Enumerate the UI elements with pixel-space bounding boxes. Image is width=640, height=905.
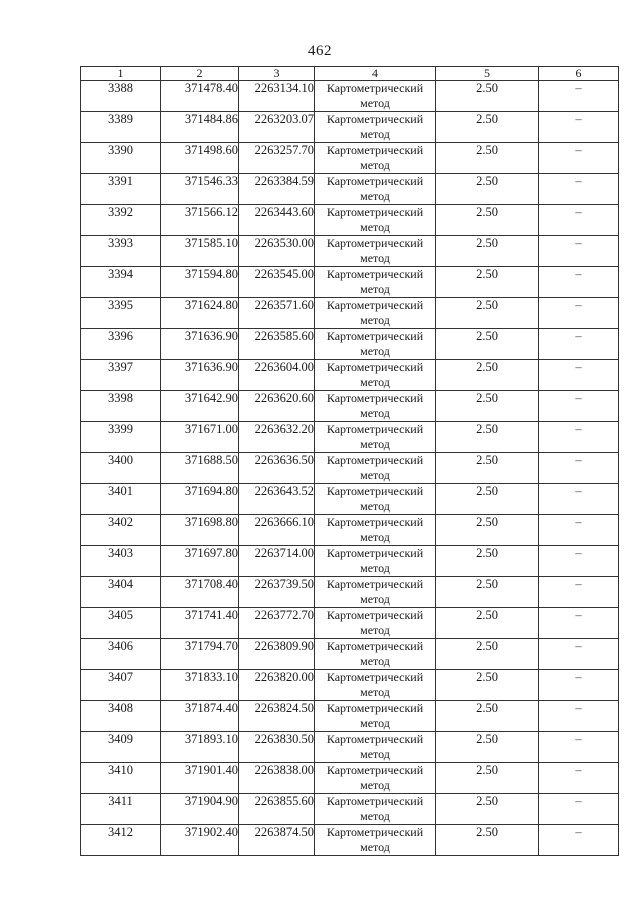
point-number-cell: 3390: [81, 143, 161, 174]
x-coordinate-cell: 371566.12: [161, 205, 239, 236]
method-cell: [315, 639, 436, 670]
y-coordinate-cell: 2263855.60: [239, 794, 315, 825]
method-cell: [315, 112, 436, 143]
method-label-line2: метод: [360, 530, 390, 544]
precision-cell: 2.50: [436, 360, 539, 391]
method-label-line2: метод: [360, 654, 390, 668]
precision-cell: 2.50: [436, 732, 539, 763]
table-row: [81, 608, 619, 639]
method-label-line1: Картометрический: [326, 422, 424, 436]
x-coordinate-cell: 371484.86: [161, 112, 239, 143]
table-body: [81, 81, 619, 856]
note-cell: –: [539, 81, 619, 112]
table-row: [81, 577, 619, 608]
method-label-line2: метод: [360, 344, 390, 358]
precision-cell: 2.50: [436, 329, 539, 360]
method-label-line1: Картометрический: [326, 608, 424, 622]
method-label-line1: Картометрический: [326, 794, 424, 808]
table-row: [81, 112, 619, 143]
method-label-line1: Картометрический: [326, 577, 424, 591]
method-cell: [315, 732, 436, 763]
x-coordinate-cell: 371697.80: [161, 546, 239, 577]
method-cell: [315, 577, 436, 608]
column-header-4: 4: [315, 67, 436, 81]
y-coordinate-cell: 2263571.60: [239, 298, 315, 329]
precision-cell: 2.50: [436, 484, 539, 515]
precision-cell: 2.50: [436, 794, 539, 825]
point-number-cell: 3401: [81, 484, 161, 515]
method-label-line1: Картометрический: [326, 484, 424, 498]
method-label-line1: Картометрический: [326, 174, 424, 188]
method-cell: [315, 143, 436, 174]
point-number-cell: 3389: [81, 112, 161, 143]
y-coordinate-cell: 2263632.20: [239, 422, 315, 453]
point-number-cell: 3412: [81, 825, 161, 856]
note-cell: –: [539, 639, 619, 670]
y-coordinate-cell: 2263809.90: [239, 639, 315, 670]
method-label-line1: Картометрический: [326, 329, 424, 343]
method-label-line2: метод: [360, 561, 390, 575]
precision-cell: 2.50: [436, 391, 539, 422]
point-number-cell: 3393: [81, 236, 161, 267]
point-number-cell: 3404: [81, 577, 161, 608]
method-cell: [315, 670, 436, 701]
x-coordinate-cell: 371642.90: [161, 391, 239, 422]
method-label-line2: метод: [360, 127, 390, 141]
y-coordinate-cell: 2263739.50: [239, 577, 315, 608]
note-cell: –: [539, 670, 619, 701]
precision-cell: 2.50: [436, 298, 539, 329]
method-label-line2: метод: [360, 313, 390, 327]
x-coordinate-cell: 371594.80: [161, 267, 239, 298]
method-label-line2: метод: [360, 251, 390, 265]
column-header-3: 3: [239, 67, 315, 81]
precision-cell: 2.50: [436, 453, 539, 484]
method-label-line1: Картометрический: [326, 546, 424, 560]
y-coordinate-cell: 2263203.07: [239, 112, 315, 143]
page-number: 462: [308, 43, 332, 59]
method-cell: [315, 236, 436, 267]
method-label-line2: метод: [360, 468, 390, 482]
y-coordinate-cell: 2263604.00: [239, 360, 315, 391]
x-coordinate-cell: 371636.90: [161, 360, 239, 391]
point-number-cell: 3392: [81, 205, 161, 236]
y-coordinate-cell: 2263643.52: [239, 484, 315, 515]
method-label-line2: метод: [360, 809, 390, 823]
table-row: [81, 267, 619, 298]
method-cell: [315, 763, 436, 794]
method-cell: [315, 825, 436, 856]
precision-cell: 2.50: [436, 81, 539, 112]
note-cell: –: [539, 453, 619, 484]
note-cell: –: [539, 794, 619, 825]
point-number-cell: 3405: [81, 608, 161, 639]
precision-cell: 2.50: [436, 143, 539, 174]
note-cell: –: [539, 360, 619, 391]
note-cell: –: [539, 732, 619, 763]
note-cell: –: [539, 298, 619, 329]
table-header-row: [81, 67, 619, 81]
y-coordinate-cell: 2263545.00: [239, 267, 315, 298]
method-label-line2: метод: [360, 282, 390, 296]
y-coordinate-cell: 2263620.60: [239, 391, 315, 422]
precision-cell: 2.50: [436, 236, 539, 267]
column-header-5: 5: [436, 67, 539, 81]
method-label-line2: метод: [360, 406, 390, 420]
point-number-cell: 3400: [81, 453, 161, 484]
column-header-6: 6: [539, 67, 619, 81]
note-cell: –: [539, 546, 619, 577]
y-coordinate-cell: 2263530.00: [239, 236, 315, 267]
table-row: [81, 329, 619, 360]
table-row: [81, 639, 619, 670]
x-coordinate-cell: 371478.40: [161, 81, 239, 112]
x-coordinate-cell: 371688.50: [161, 453, 239, 484]
y-coordinate-cell: 2263636.50: [239, 453, 315, 484]
method-label-line1: Картометрический: [326, 112, 424, 126]
method-cell: [315, 391, 436, 422]
precision-cell: 2.50: [436, 701, 539, 732]
note-cell: –: [539, 329, 619, 360]
point-number-cell: 3409: [81, 732, 161, 763]
note-cell: –: [539, 422, 619, 453]
method-label-line1: Картометрический: [326, 236, 424, 250]
x-coordinate-cell: 371741.40: [161, 608, 239, 639]
y-coordinate-cell: 2263257.70: [239, 143, 315, 174]
method-label-line2: метод: [360, 747, 390, 761]
method-cell: [315, 360, 436, 391]
table-row: [81, 670, 619, 701]
table-row: [81, 391, 619, 422]
point-number-cell: 3402: [81, 515, 161, 546]
x-coordinate-cell: 371893.10: [161, 732, 239, 763]
precision-cell: 2.50: [436, 546, 539, 577]
table-row: [81, 205, 619, 236]
table-row: [81, 360, 619, 391]
note-cell: –: [539, 236, 619, 267]
coordinates-table: [80, 66, 619, 856]
table-row: [81, 174, 619, 205]
point-number-cell: 3397: [81, 360, 161, 391]
method-label-line2: метод: [360, 840, 390, 854]
method-cell: [315, 794, 436, 825]
x-coordinate-cell: 371671.00: [161, 422, 239, 453]
precision-cell: 2.50: [436, 639, 539, 670]
x-coordinate-cell: 371585.10: [161, 236, 239, 267]
method-cell: [315, 298, 436, 329]
method-label-line1: Картометрический: [326, 453, 424, 467]
point-number-cell: 3411: [81, 794, 161, 825]
column-header-2: 2: [161, 67, 239, 81]
method-label-line1: Картометрический: [326, 81, 424, 95]
point-number-cell: 3396: [81, 329, 161, 360]
method-label-line2: метод: [360, 716, 390, 730]
method-label-line1: Картометрический: [326, 391, 424, 405]
precision-cell: 2.50: [436, 577, 539, 608]
table-row: [81, 236, 619, 267]
precision-cell: 2.50: [436, 670, 539, 701]
y-coordinate-cell: 2263443.60: [239, 205, 315, 236]
method-label-line2: метод: [360, 778, 390, 792]
point-number-cell: 3408: [81, 701, 161, 732]
point-number-cell: 3391: [81, 174, 161, 205]
method-label-line2: метод: [360, 158, 390, 172]
precision-cell: 2.50: [436, 267, 539, 298]
note-cell: –: [539, 515, 619, 546]
table-row: [81, 453, 619, 484]
y-coordinate-cell: 2263134.10: [239, 81, 315, 112]
point-number-cell: 3394: [81, 267, 161, 298]
y-coordinate-cell: 2263838.00: [239, 763, 315, 794]
x-coordinate-cell: 371833.10: [161, 670, 239, 701]
method-label-line1: Картометрический: [326, 763, 424, 777]
method-cell: [315, 484, 436, 515]
method-label-line1: Картометрический: [326, 267, 424, 281]
point-number-cell: 3410: [81, 763, 161, 794]
method-cell: [315, 546, 436, 577]
method-cell: [315, 329, 436, 360]
method-label-line2: метод: [360, 189, 390, 203]
method-cell: [315, 267, 436, 298]
y-coordinate-cell: 2263772.70: [239, 608, 315, 639]
note-cell: –: [539, 143, 619, 174]
y-coordinate-cell: 2263714.00: [239, 546, 315, 577]
table-row: [81, 546, 619, 577]
method-label-line1: Картометрический: [326, 143, 424, 157]
precision-cell: 2.50: [436, 763, 539, 794]
method-label-line2: метод: [360, 375, 390, 389]
table-row: [81, 298, 619, 329]
method-label-line1: Картометрический: [326, 825, 424, 839]
x-coordinate-cell: 371546.33: [161, 174, 239, 205]
x-coordinate-cell: 371498.60: [161, 143, 239, 174]
table-row: [81, 515, 619, 546]
x-coordinate-cell: 371708.40: [161, 577, 239, 608]
x-coordinate-cell: 371694.80: [161, 484, 239, 515]
note-cell: –: [539, 763, 619, 794]
point-number-cell: 3399: [81, 422, 161, 453]
point-number-cell: 3403: [81, 546, 161, 577]
method-label-line2: метод: [360, 592, 390, 606]
table-row: [81, 484, 619, 515]
method-cell: [315, 174, 436, 205]
x-coordinate-cell: 371698.80: [161, 515, 239, 546]
method-label-line1: Картометрический: [326, 732, 424, 746]
table-row: [81, 763, 619, 794]
note-cell: –: [539, 577, 619, 608]
note-cell: –: [539, 267, 619, 298]
note-cell: –: [539, 701, 619, 732]
y-coordinate-cell: 2263824.50: [239, 701, 315, 732]
y-coordinate-cell: 2263820.00: [239, 670, 315, 701]
table-row: [81, 422, 619, 453]
method-label-line1: Картометрический: [326, 670, 424, 684]
table-row: [81, 794, 619, 825]
precision-cell: 2.50: [436, 205, 539, 236]
precision-cell: 2.50: [436, 422, 539, 453]
note-cell: –: [539, 608, 619, 639]
method-cell: [315, 515, 436, 546]
note-cell: –: [539, 174, 619, 205]
precision-cell: 2.50: [436, 515, 539, 546]
method-label-line1: Картометрический: [326, 515, 424, 529]
note-cell: –: [539, 825, 619, 856]
table-row: [81, 732, 619, 763]
point-number-cell: 3407: [81, 670, 161, 701]
y-coordinate-cell: 2263830.50: [239, 732, 315, 763]
method-label-line1: Картометрический: [326, 639, 424, 653]
y-coordinate-cell: 2263666.10: [239, 515, 315, 546]
precision-cell: 2.50: [436, 608, 539, 639]
precision-cell: 2.50: [436, 112, 539, 143]
method-cell: [315, 205, 436, 236]
note-cell: –: [539, 112, 619, 143]
note-cell: –: [539, 205, 619, 236]
x-coordinate-cell: 371874.40: [161, 701, 239, 732]
table-row: [81, 701, 619, 732]
method-label-line2: метод: [360, 96, 390, 110]
method-cell: [315, 81, 436, 112]
x-coordinate-cell: 371794.70: [161, 639, 239, 670]
x-coordinate-cell: 371901.40: [161, 763, 239, 794]
note-cell: –: [539, 391, 619, 422]
column-header-1: 1: [81, 67, 161, 81]
precision-cell: 2.50: [436, 174, 539, 205]
y-coordinate-cell: 2263384.59: [239, 174, 315, 205]
y-coordinate-cell: 2263585.60: [239, 329, 315, 360]
x-coordinate-cell: 371624.80: [161, 298, 239, 329]
method-label-line2: метод: [360, 685, 390, 699]
method-label-line1: Картометрический: [326, 701, 424, 715]
method-label-line1: Картометрический: [326, 205, 424, 219]
point-number-cell: 3398: [81, 391, 161, 422]
method-label-line1: Картометрический: [326, 360, 424, 374]
point-number-cell: 3395: [81, 298, 161, 329]
point-number-cell: 3406: [81, 639, 161, 670]
method-label-line2: метод: [360, 499, 390, 513]
method-label-line1: Картометрический: [326, 298, 424, 312]
table-row: [81, 143, 619, 174]
x-coordinate-cell: 371636.90: [161, 329, 239, 360]
method-cell: [315, 608, 436, 639]
x-coordinate-cell: 371902.40: [161, 825, 239, 856]
precision-cell: 2.50: [436, 825, 539, 856]
table-row: [81, 81, 619, 112]
note-cell: –: [539, 484, 619, 515]
y-coordinate-cell: 2263874.50: [239, 825, 315, 856]
method-cell: [315, 422, 436, 453]
table-row: [81, 825, 619, 856]
method-label-line2: метод: [360, 437, 390, 451]
method-cell: [315, 701, 436, 732]
method-label-line2: метод: [360, 623, 390, 637]
method-label-line2: метод: [360, 220, 390, 234]
x-coordinate-cell: 371904.90: [161, 794, 239, 825]
method-cell: [315, 453, 436, 484]
point-number-cell: 3388: [81, 81, 161, 112]
